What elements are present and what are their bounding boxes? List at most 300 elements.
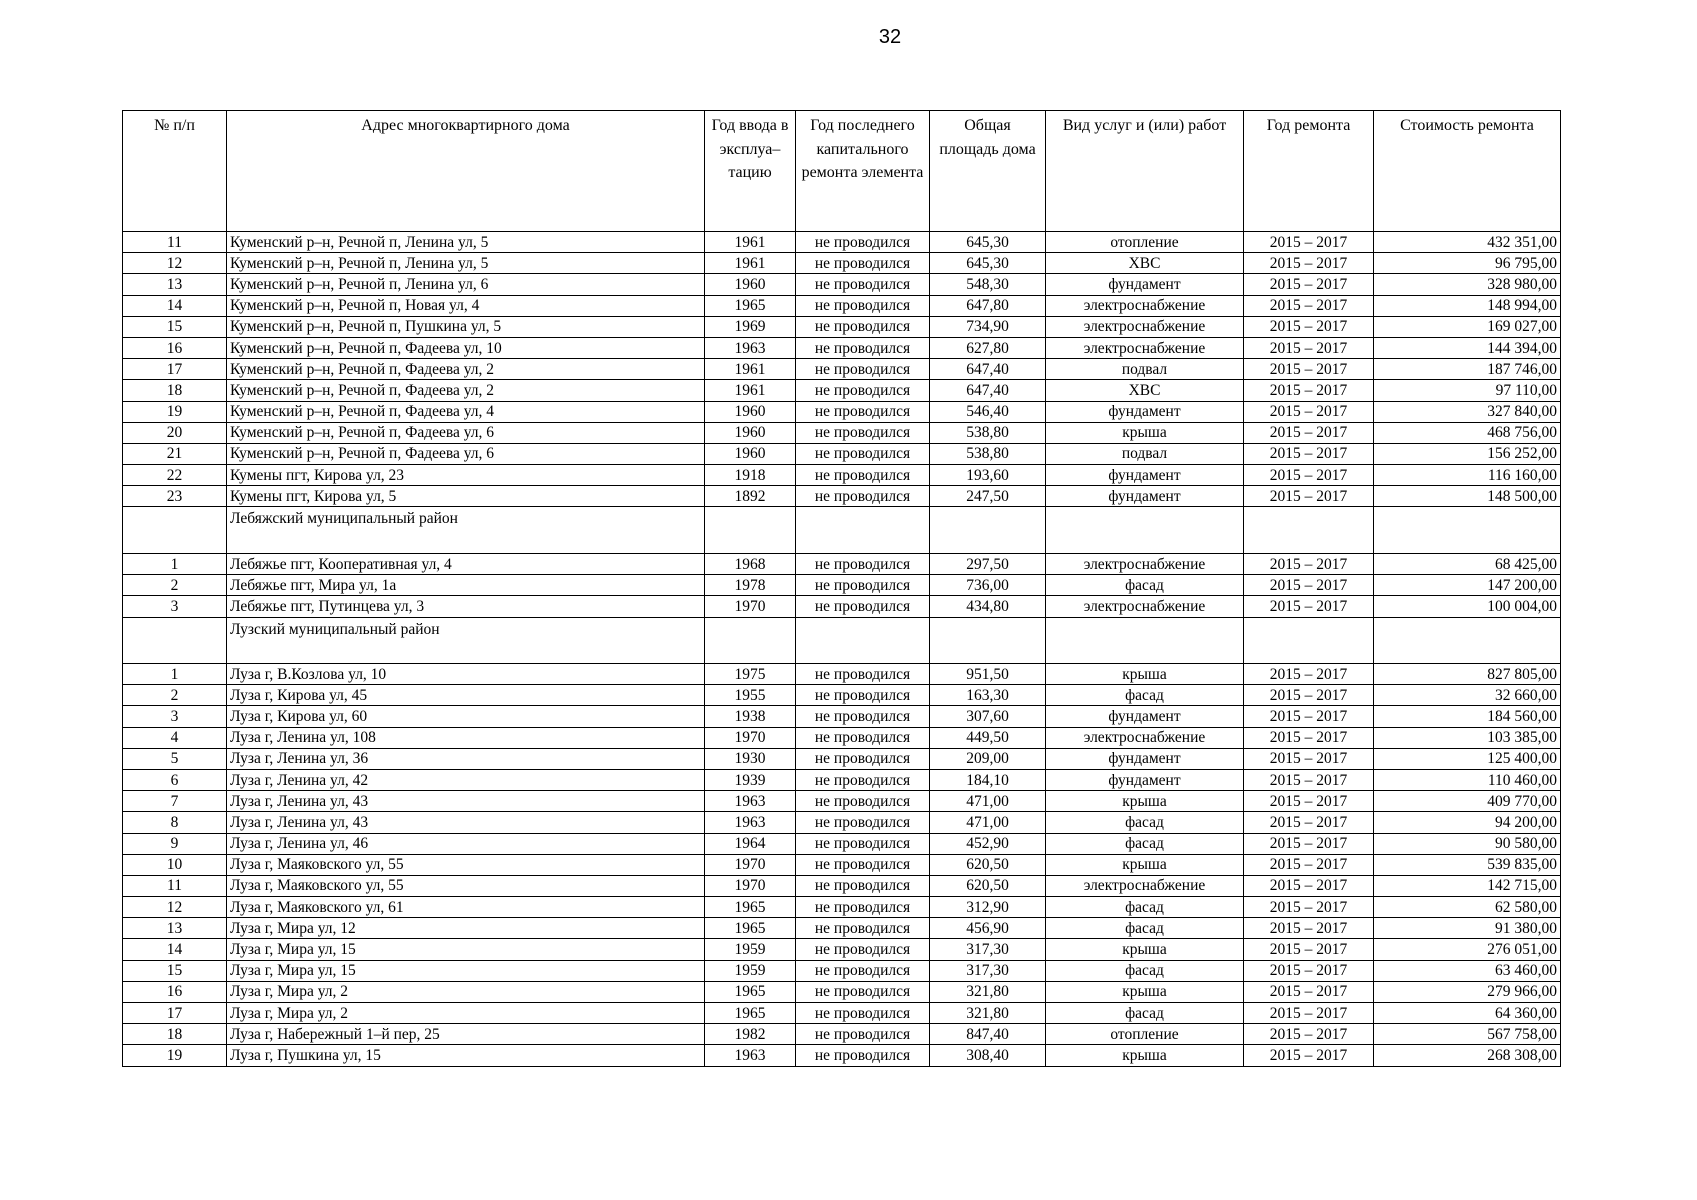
cell-address: Кумены пгт, Кирова ул, 5 <box>227 486 705 507</box>
cell-last-repair: не проводился <box>796 791 930 812</box>
cell-work: фасад <box>1046 897 1244 918</box>
cell-repair-period: 2015 – 2017 <box>1244 981 1374 1002</box>
table-row <box>123 981 1561 1002</box>
cell-num: 2 <box>123 685 227 706</box>
cell-area: 449,50 <box>930 727 1046 748</box>
cell-num: 2 <box>123 575 227 596</box>
cell-address: Луза г, Ленина ул, 43 <box>227 791 705 812</box>
cell-work: подвал <box>1046 443 1244 464</box>
cell-work: фасад <box>1046 960 1244 981</box>
cell-area: 321,80 <box>930 981 1046 1002</box>
cell-last-repair: не проводился <box>796 664 930 685</box>
cell-cost: 276 051,00 <box>1374 939 1561 960</box>
cell-last-repair: не проводился <box>796 1045 930 1066</box>
table-row <box>123 443 1561 464</box>
cell-cost: 90 580,00 <box>1374 833 1561 854</box>
cell-address: Луза г, Кирова ул, 60 <box>227 706 705 727</box>
header-cost: Стоимость ремонта <box>1374 111 1561 232</box>
cell-address: Луза г, Ленина ул, 42 <box>227 769 705 790</box>
cell-last-repair: не проводился <box>796 486 930 507</box>
cell-area: 538,80 <box>930 422 1046 443</box>
cell-cost: 142 715,00 <box>1374 875 1561 896</box>
cell-num: 20 <box>123 422 227 443</box>
cell-work: фундамент <box>1046 706 1244 727</box>
cell-work: фундамент <box>1046 401 1244 422</box>
cell-year-in: 1970 <box>705 854 796 875</box>
cell-last-repair: не проводился <box>796 875 930 896</box>
cell-last-repair: не проводился <box>796 380 930 401</box>
table-row <box>123 575 1561 596</box>
cell-num: 3 <box>123 596 227 617</box>
cell-area: 627,80 <box>930 337 1046 358</box>
cell-repair-period: 2015 – 2017 <box>1244 706 1374 727</box>
cell-area: 538,80 <box>930 443 1046 464</box>
table-row <box>123 232 1561 253</box>
table-row <box>123 465 1561 486</box>
cell-year-in: 1961 <box>705 380 796 401</box>
table-row <box>123 486 1561 507</box>
cell-num: 22 <box>123 465 227 486</box>
cell-address: Луза г, Мира ул, 15 <box>227 960 705 981</box>
cell-year-in: 1968 <box>705 553 796 574</box>
cell-address: Луза г, Ленина ул, 46 <box>227 833 705 854</box>
cell-repair-period: 2015 – 2017 <box>1244 748 1374 769</box>
table-row <box>123 596 1561 617</box>
cell-last-repair: не проводился <box>796 1024 930 1045</box>
cell-cost: 148 500,00 <box>1374 486 1561 507</box>
cell-num: 23 <box>123 486 227 507</box>
cell-address: Луза г, Ленина ул, 108 <box>227 727 705 748</box>
cell-year-in: 1960 <box>705 401 796 422</box>
table-row <box>123 939 1561 960</box>
cell-cost: 432 351,00 <box>1374 232 1561 253</box>
cell-area: 471,00 <box>930 812 1046 833</box>
cell-repair-period: 2015 – 2017 <box>1244 854 1374 875</box>
cell-num: 8 <box>123 812 227 833</box>
cell-area: 620,50 <box>930 854 1046 875</box>
cell-cost: 279 966,00 <box>1374 981 1561 1002</box>
table-row <box>123 316 1561 337</box>
cell-num: 4 <box>123 727 227 748</box>
cell-repair-period: 2015 – 2017 <box>1244 443 1374 464</box>
cell-last-repair: не проводился <box>796 465 930 486</box>
table-row <box>123 422 1561 443</box>
cell-address: Луза г, Маяковского ул, 55 <box>227 854 705 875</box>
header-area: Общая площадь дома <box>930 111 1046 232</box>
cell-num: 11 <box>123 875 227 896</box>
cell-repair-period: 2015 – 2017 <box>1244 232 1374 253</box>
cell-work: фасад <box>1046 918 1244 939</box>
cell-work: крыша <box>1046 939 1244 960</box>
cell-cost: 409 770,00 <box>1374 791 1561 812</box>
cell-num: 15 <box>123 316 227 337</box>
cell-cost: 125 400,00 <box>1374 748 1561 769</box>
cell-repair-period: 2015 – 2017 <box>1244 918 1374 939</box>
cell-year-in: 1961 <box>705 253 796 274</box>
cell-work: фундамент <box>1046 748 1244 769</box>
cell-address: Луза г, Мира ул, 2 <box>227 1003 705 1024</box>
cell-cost: 827 805,00 <box>1374 664 1561 685</box>
section-row <box>123 617 1561 664</box>
header-repair-period: Год ремонта <box>1244 111 1374 232</box>
cell-year-in: 1982 <box>705 1024 796 1045</box>
table-row <box>123 897 1561 918</box>
cell-area: 312,90 <box>930 897 1046 918</box>
cell-work: фасад <box>1046 575 1244 596</box>
table-row <box>123 769 1561 790</box>
cell-cost: 147 200,00 <box>1374 575 1561 596</box>
cell-repair-period: 2015 – 2017 <box>1244 422 1374 443</box>
cell-repair-period: 2015 – 2017 <box>1244 769 1374 790</box>
cell-year-in: 1961 <box>705 359 796 380</box>
repair-register-table <box>122 110 1561 1067</box>
table-header <box>123 111 1561 232</box>
cell-last-repair: не проводился <box>796 939 930 960</box>
cell-area: 647,80 <box>930 295 1046 316</box>
cell-address: Луза г, Мира ул, 2 <box>227 981 705 1002</box>
cell-num: 17 <box>123 1003 227 1024</box>
cell-cost: 96 795,00 <box>1374 253 1561 274</box>
cell-last-repair: не проводился <box>796 960 930 981</box>
cell-last-repair: не проводился <box>796 769 930 790</box>
table-row <box>123 401 1561 422</box>
cell-repair-period: 2015 – 2017 <box>1244 337 1374 358</box>
cell-num: 7 <box>123 791 227 812</box>
cell-area: 951,50 <box>930 664 1046 685</box>
cell-repair-period: 2015 – 2017 <box>1244 316 1374 337</box>
cell-num: 3 <box>123 706 227 727</box>
cell-cost: 63 460,00 <box>1374 960 1561 981</box>
section-title: Лузский муниципальный район <box>227 617 705 664</box>
empty-cell <box>123 617 227 664</box>
cell-year-in: 1963 <box>705 812 796 833</box>
cell-last-repair: не проводился <box>796 422 930 443</box>
cell-num: 21 <box>123 443 227 464</box>
cell-area: 452,90 <box>930 833 1046 854</box>
cell-num: 12 <box>123 897 227 918</box>
cell-num: 14 <box>123 295 227 316</box>
cell-area: 317,30 <box>930 939 1046 960</box>
cell-area: 471,00 <box>930 791 1046 812</box>
cell-num: 1 <box>123 664 227 685</box>
cell-last-repair: не проводился <box>796 981 930 1002</box>
table-row <box>123 295 1561 316</box>
cell-address: Луза г, Маяковского ул, 55 <box>227 875 705 896</box>
cell-repair-period: 2015 – 2017 <box>1244 875 1374 896</box>
table-row <box>123 1024 1561 1045</box>
cell-last-repair: не проводился <box>796 274 930 295</box>
cell-year-in: 1970 <box>705 596 796 617</box>
table-row <box>123 875 1561 896</box>
cell-repair-period: 2015 – 2017 <box>1244 486 1374 507</box>
cell-address: Куменский р–н, Речной п, Новая ул, 4 <box>227 295 705 316</box>
cell-last-repair: не проводился <box>796 575 930 596</box>
table-row <box>123 854 1561 875</box>
cell-last-repair: не проводился <box>796 253 930 274</box>
cell-area: 736,00 <box>930 575 1046 596</box>
cell-num: 1 <box>123 553 227 574</box>
cell-last-repair: не проводился <box>796 359 930 380</box>
cell-work: крыша <box>1046 664 1244 685</box>
cell-work: отопление <box>1046 1024 1244 1045</box>
cell-num: 13 <box>123 918 227 939</box>
cell-work: ХВС <box>1046 380 1244 401</box>
cell-year-in: 1978 <box>705 575 796 596</box>
cell-cost: 103 385,00 <box>1374 727 1561 748</box>
cell-repair-period: 2015 – 2017 <box>1244 960 1374 981</box>
cell-repair-period: 2015 – 2017 <box>1244 274 1374 295</box>
cell-num: 10 <box>123 854 227 875</box>
cell-year-in: 1939 <box>705 769 796 790</box>
header-work: Вид услуг и (или) работ <box>1046 111 1244 232</box>
cell-last-repair: не проводился <box>796 443 930 464</box>
cell-address: Куменский р–н, Речной п, Фадеева ул, 2 <box>227 359 705 380</box>
cell-work: фундамент <box>1046 274 1244 295</box>
cell-area: 209,00 <box>930 748 1046 769</box>
cell-repair-period: 2015 – 2017 <box>1244 685 1374 706</box>
cell-address: Луза г, Мира ул, 12 <box>227 918 705 939</box>
empty-cell <box>1374 507 1561 554</box>
cell-work: электроснабжение <box>1046 295 1244 316</box>
cell-address: Луза г, Кирова ул, 45 <box>227 685 705 706</box>
cell-year-in: 1930 <box>705 748 796 769</box>
cell-repair-period: 2015 – 2017 <box>1244 833 1374 854</box>
cell-last-repair: не проводился <box>796 553 930 574</box>
cell-area: 307,60 <box>930 706 1046 727</box>
table-row <box>123 918 1561 939</box>
cell-last-repair: не проводился <box>796 596 930 617</box>
cell-repair-period: 2015 – 2017 <box>1244 465 1374 486</box>
cell-year-in: 1961 <box>705 232 796 253</box>
cell-year-in: 1965 <box>705 981 796 1002</box>
cell-repair-period: 2015 – 2017 <box>1244 664 1374 685</box>
header-row <box>123 111 1561 232</box>
cell-area: 546,40 <box>930 401 1046 422</box>
section-title: Лебяжский муниципальный район <box>227 507 705 554</box>
cell-area: 163,30 <box>930 685 1046 706</box>
cell-year-in: 1970 <box>705 727 796 748</box>
cell-address: Луза г, Мира ул, 15 <box>227 939 705 960</box>
cell-num: 19 <box>123 401 227 422</box>
cell-num: 9 <box>123 833 227 854</box>
cell-repair-period: 2015 – 2017 <box>1244 939 1374 960</box>
cell-last-repair: не проводился <box>796 232 930 253</box>
cell-last-repair: не проводился <box>796 833 930 854</box>
cell-area: 548,30 <box>930 274 1046 295</box>
section-row <box>123 507 1561 554</box>
cell-repair-period: 2015 – 2017 <box>1244 575 1374 596</box>
cell-address: Куменский р–н, Речной п, Ленина ул, 6 <box>227 274 705 295</box>
cell-cost: 187 746,00 <box>1374 359 1561 380</box>
cell-repair-period: 2015 – 2017 <box>1244 553 1374 574</box>
cell-repair-period: 2015 – 2017 <box>1244 791 1374 812</box>
cell-cost: 328 980,00 <box>1374 274 1561 295</box>
table-row <box>123 685 1561 706</box>
cell-year-in: 1969 <box>705 316 796 337</box>
cell-last-repair: не проводился <box>796 812 930 833</box>
table-row <box>123 812 1561 833</box>
cell-year-in: 1938 <box>705 706 796 727</box>
cell-work: электроснабжение <box>1046 337 1244 358</box>
table-row <box>123 706 1561 727</box>
cell-address: Луза г, Пушкина ул, 15 <box>227 1045 705 1066</box>
table-body <box>123 232 1561 1067</box>
cell-year-in: 1963 <box>705 791 796 812</box>
cell-num: 18 <box>123 1024 227 1045</box>
cell-work: фундамент <box>1046 486 1244 507</box>
cell-address: Куменский р–н, Речной п, Ленина ул, 5 <box>227 232 705 253</box>
cell-area: 645,30 <box>930 232 1046 253</box>
cell-work: ХВС <box>1046 253 1244 274</box>
cell-year-in: 1975 <box>705 664 796 685</box>
cell-cost: 327 840,00 <box>1374 401 1561 422</box>
cell-year-in: 1960 <box>705 274 796 295</box>
cell-area: 456,90 <box>930 918 1046 939</box>
table-row <box>123 359 1561 380</box>
cell-work: электроснабжение <box>1046 727 1244 748</box>
cell-area: 734,90 <box>930 316 1046 337</box>
cell-cost: 468 756,00 <box>1374 422 1561 443</box>
cell-cost: 268 308,00 <box>1374 1045 1561 1066</box>
cell-cost: 32 660,00 <box>1374 685 1561 706</box>
cell-repair-period: 2015 – 2017 <box>1244 596 1374 617</box>
cell-work: крыша <box>1046 854 1244 875</box>
header-address: Адрес многоквартирного дома <box>227 111 705 232</box>
cell-area: 184,10 <box>930 769 1046 790</box>
cell-cost: 91 380,00 <box>1374 918 1561 939</box>
cell-work: фундамент <box>1046 769 1244 790</box>
table-row <box>123 960 1561 981</box>
cell-cost: 97 110,00 <box>1374 380 1561 401</box>
cell-year-in: 1918 <box>705 465 796 486</box>
cell-address: Куменский р–н, Речной п, Фадеева ул, 6 <box>227 422 705 443</box>
cell-last-repair: не проводился <box>796 1003 930 1024</box>
cell-address: Лебяжье пгт, Кооперативная ул, 4 <box>227 553 705 574</box>
cell-num: 12 <box>123 253 227 274</box>
empty-cell <box>1374 617 1561 664</box>
cell-repair-period: 2015 – 2017 <box>1244 380 1374 401</box>
cell-last-repair: не проводился <box>796 727 930 748</box>
cell-num: 17 <box>123 359 227 380</box>
cell-year-in: 1959 <box>705 939 796 960</box>
cell-year-in: 1892 <box>705 486 796 507</box>
cell-address: Луза г, В.Козлова ул, 10 <box>227 664 705 685</box>
cell-num: 13 <box>123 274 227 295</box>
cell-last-repair: не проводился <box>796 337 930 358</box>
cell-work: электроснабжение <box>1046 875 1244 896</box>
cell-area: 645,30 <box>930 253 1046 274</box>
cell-year-in: 1959 <box>705 960 796 981</box>
cell-repair-period: 2015 – 2017 <box>1244 897 1374 918</box>
cell-address: Куменский р–н, Речной п, Пушкина ул, 5 <box>227 316 705 337</box>
table-row <box>123 833 1561 854</box>
header-year-in: Год ввода в эксплуа– тацию <box>705 111 796 232</box>
table-row <box>123 274 1561 295</box>
header-num: № п/п <box>123 111 227 232</box>
cell-year-in: 1970 <box>705 875 796 896</box>
cell-repair-period: 2015 – 2017 <box>1244 359 1374 380</box>
cell-area: 647,40 <box>930 359 1046 380</box>
cell-year-in: 1955 <box>705 685 796 706</box>
empty-cell <box>1046 617 1244 664</box>
empty-cell <box>1244 617 1374 664</box>
cell-cost: 62 580,00 <box>1374 897 1561 918</box>
cell-last-repair: не проводился <box>796 401 930 422</box>
cell-cost: 68 425,00 <box>1374 553 1561 574</box>
cell-cost: 567 758,00 <box>1374 1024 1561 1045</box>
cell-cost: 539 835,00 <box>1374 854 1561 875</box>
cell-cost: 169 027,00 <box>1374 316 1561 337</box>
cell-repair-period: 2015 – 2017 <box>1244 401 1374 422</box>
cell-area: 847,40 <box>930 1024 1046 1045</box>
cell-repair-period: 2015 – 2017 <box>1244 1024 1374 1045</box>
cell-work: электроснабжение <box>1046 553 1244 574</box>
page-number: 32 <box>878 26 902 48</box>
cell-last-repair: не проводился <box>796 748 930 769</box>
cell-year-in: 1965 <box>705 1003 796 1024</box>
cell-year-in: 1965 <box>705 897 796 918</box>
cell-work: подвал <box>1046 359 1244 380</box>
table-row <box>123 791 1561 812</box>
cell-work: фасад <box>1046 812 1244 833</box>
table-row <box>123 727 1561 748</box>
cell-cost: 110 460,00 <box>1374 769 1561 790</box>
cell-num: 16 <box>123 981 227 1002</box>
cell-last-repair: не проводился <box>796 706 930 727</box>
cell-num: 19 <box>123 1045 227 1066</box>
cell-repair-period: 2015 – 2017 <box>1244 253 1374 274</box>
header-last-repair: Год последнего капитального ремонта элемента <box>796 111 930 232</box>
cell-area: 434,80 <box>930 596 1046 617</box>
cell-cost: 64 360,00 <box>1374 1003 1561 1024</box>
empty-cell <box>796 617 930 664</box>
table-row <box>123 1003 1561 1024</box>
cell-address: Луза г, Набережный 1–й пер, 25 <box>227 1024 705 1045</box>
cell-work: крыша <box>1046 422 1244 443</box>
cell-year-in: 1964 <box>705 833 796 854</box>
cell-year-in: 1963 <box>705 1045 796 1066</box>
cell-area: 647,40 <box>930 380 1046 401</box>
cell-work: отопление <box>1046 232 1244 253</box>
cell-work: крыша <box>1046 791 1244 812</box>
cell-repair-period: 2015 – 2017 <box>1244 295 1374 316</box>
cell-last-repair: не проводился <box>796 918 930 939</box>
table-row <box>123 748 1561 769</box>
table-row <box>123 1045 1561 1066</box>
cell-address: Куменский р–н, Речной п, Фадеева ул, 6 <box>227 443 705 464</box>
cell-year-in: 1965 <box>705 295 796 316</box>
cell-last-repair: не проводился <box>796 295 930 316</box>
cell-cost: 116 160,00 <box>1374 465 1561 486</box>
empty-cell <box>123 507 227 554</box>
cell-area: 321,80 <box>930 1003 1046 1024</box>
cell-work: фасад <box>1046 1003 1244 1024</box>
cell-year-in: 1960 <box>705 443 796 464</box>
cell-work: фасад <box>1046 685 1244 706</box>
cell-area: 308,40 <box>930 1045 1046 1066</box>
cell-year-in: 1963 <box>705 337 796 358</box>
cell-address: Луза г, Маяковского ул, 61 <box>227 897 705 918</box>
cell-area: 620,50 <box>930 875 1046 896</box>
cell-last-repair: не проводился <box>796 316 930 337</box>
empty-cell <box>705 617 796 664</box>
cell-address: Куменский р–н, Речной п, Фадеева ул, 10 <box>227 337 705 358</box>
cell-address: Кумены пгт, Кирова ул, 23 <box>227 465 705 486</box>
cell-cost: 184 560,00 <box>1374 706 1561 727</box>
table-row <box>123 380 1561 401</box>
cell-area: 297,50 <box>930 553 1046 574</box>
cell-num: 16 <box>123 337 227 358</box>
